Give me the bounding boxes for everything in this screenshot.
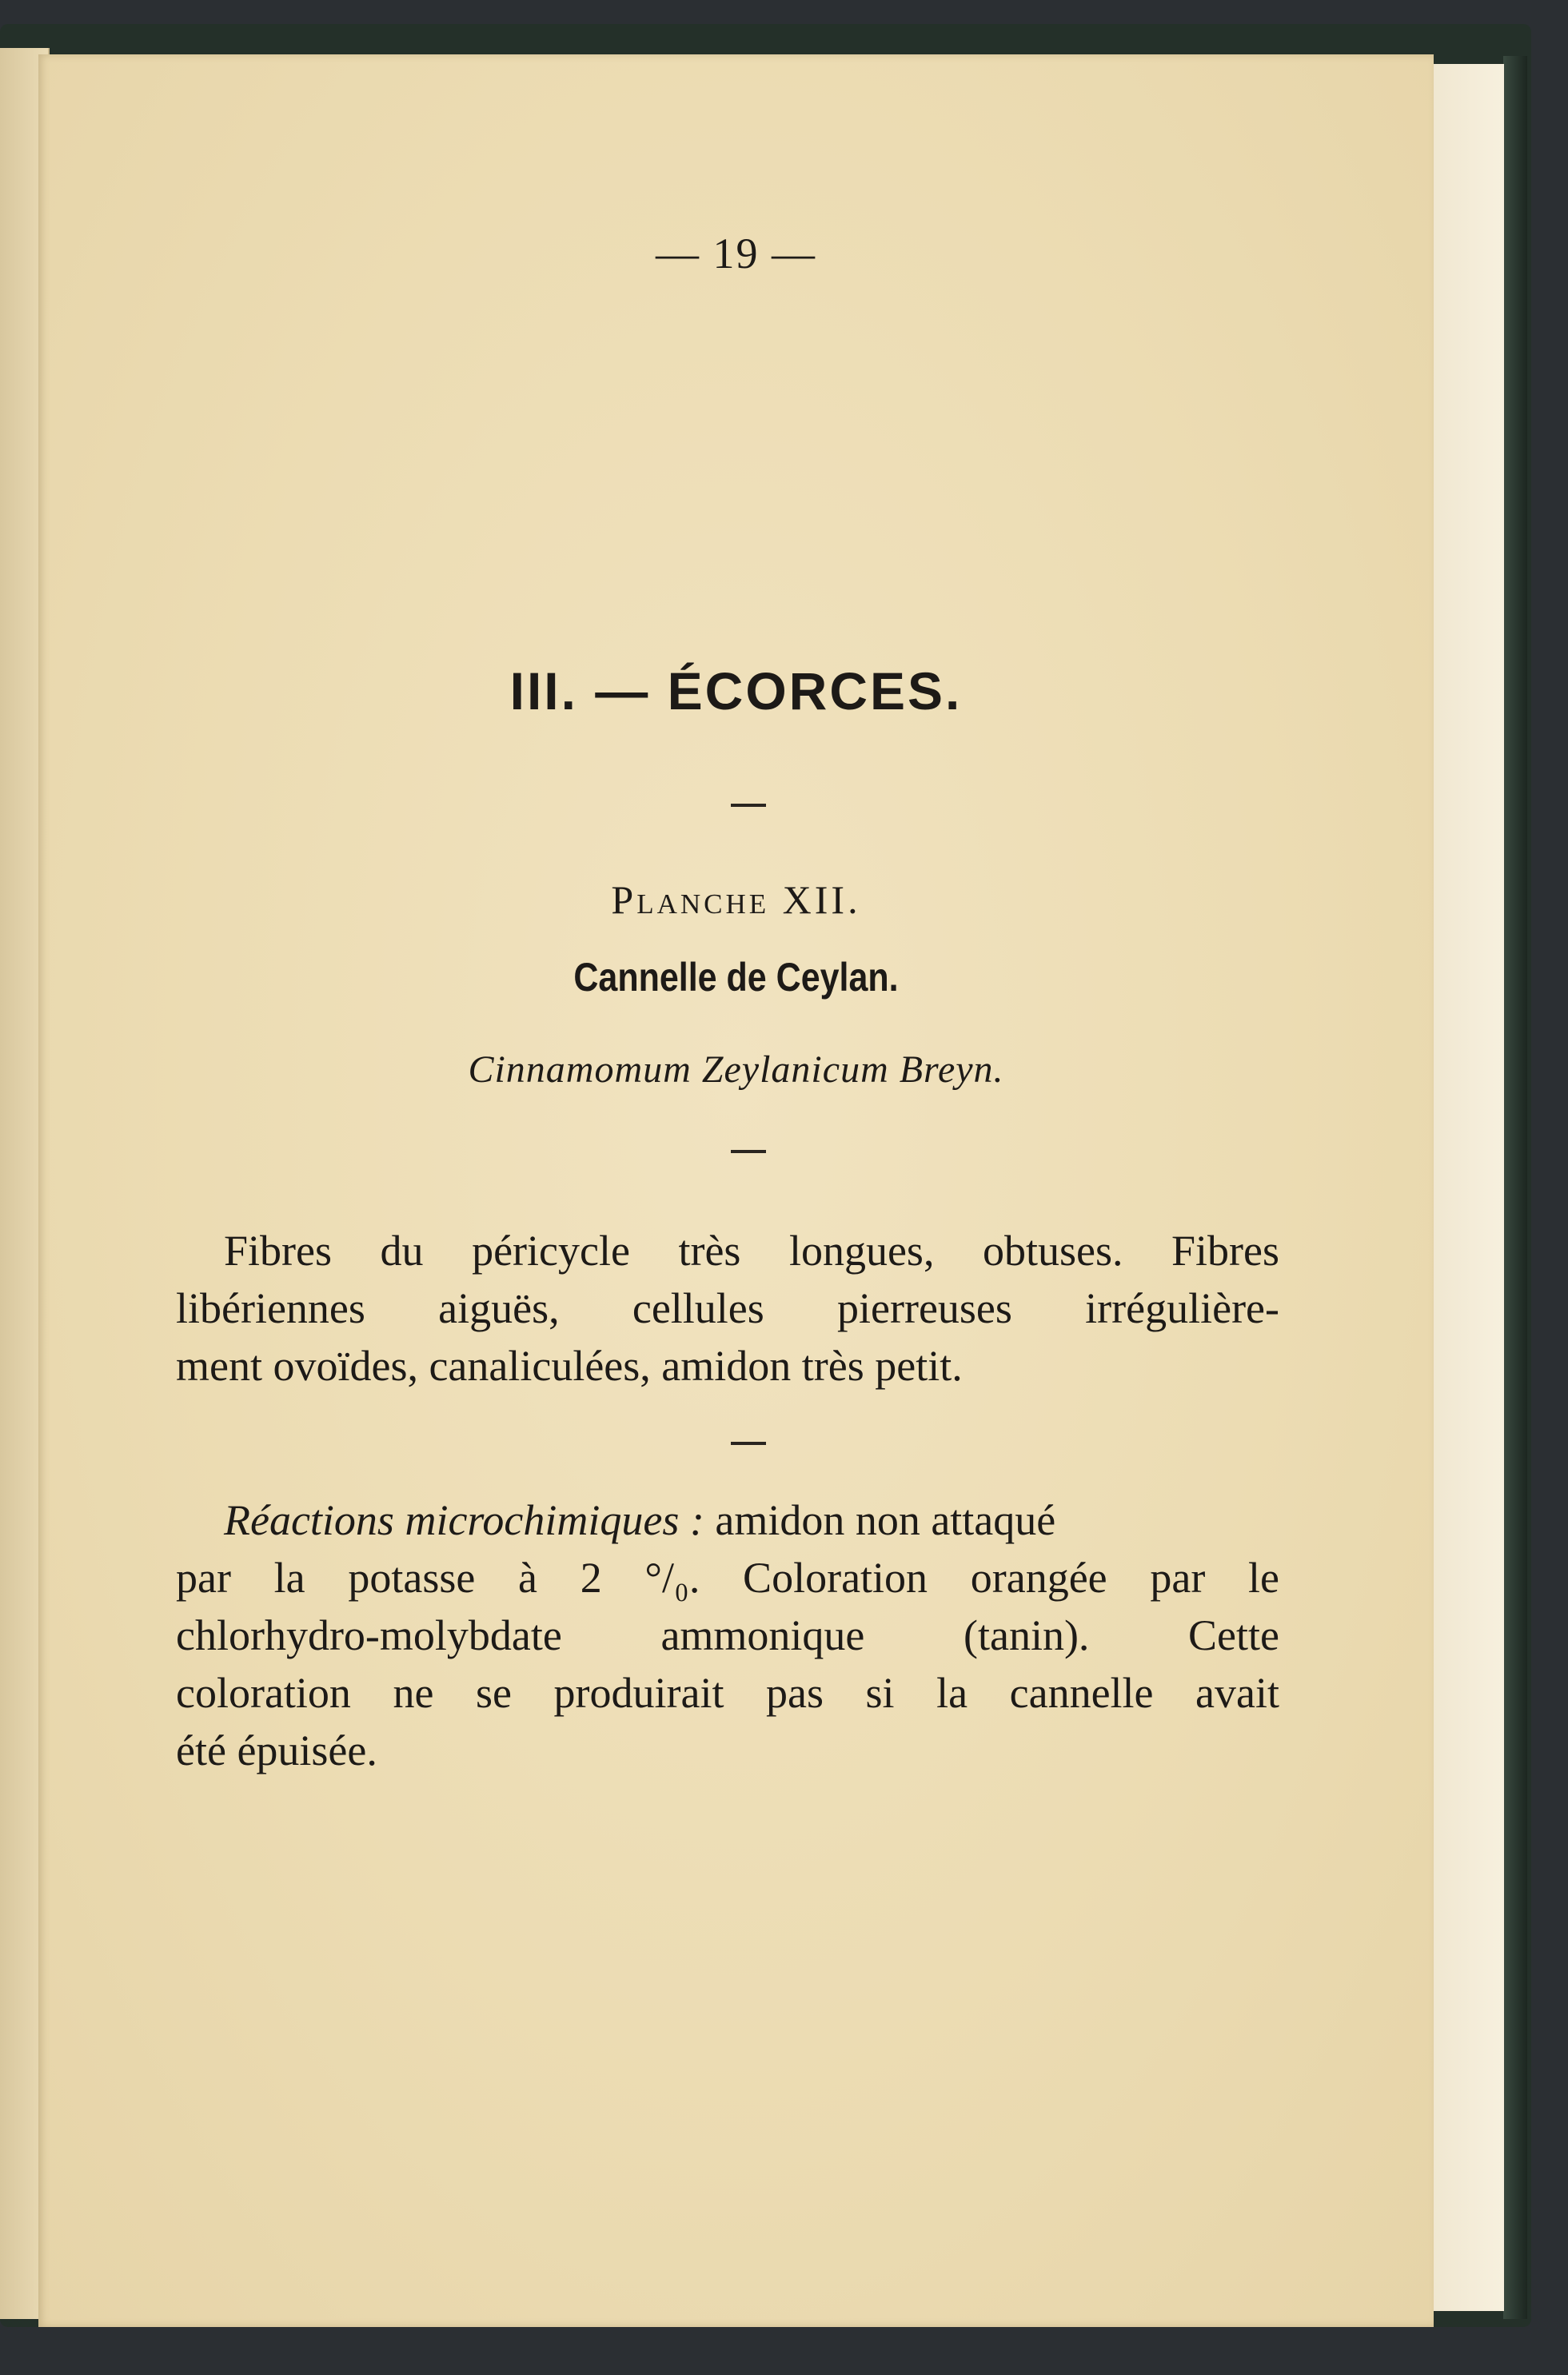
- reactions-label: Réactions microchimiques :: [224, 1496, 704, 1544]
- description-paragraph: [176, 1222, 1279, 1395]
- separator-rule: [731, 1442, 766, 1445]
- latin-name: Cinnamomum Zeylanicum Breyn.: [468, 1048, 1004, 1091]
- page-number: — 19 —: [656, 230, 816, 277]
- reactions-text: amidon non attaqué: [704, 1496, 1056, 1544]
- paragraph-line: libériennes aiguës, cellules pierreuses irrégulière-: [176, 1284, 1279, 1332]
- reactions-paragraph: [176, 1491, 1279, 1779]
- paragraph-line: [176, 1491, 1279, 1549]
- cover-edge: [1503, 56, 1527, 2319]
- book-page: [38, 54, 1434, 2327]
- paragraph-line: coloration ne se produirait pas si la cannelle avait: [176, 1669, 1279, 1717]
- section-title: III. — ÉCORCES.: [509, 661, 963, 720]
- species-name: Cannelle de Ceylan.: [573, 955, 899, 1000]
- separator-rule: [731, 1150, 766, 1153]
- paragraph-line: chlorhydro-molybdate ammonique (tanin). Cette: [176, 1611, 1279, 1659]
- paragraph-line: ment ovoïdes, canaliculées, amidon très petit.: [176, 1342, 963, 1390]
- plate-heading: Planche XII.: [611, 877, 861, 922]
- paragraph-line: par la potasse à 2 °/₀. Coloration orangée par le: [176, 1554, 1279, 1602]
- separator-rule: [731, 804, 766, 807]
- paragraph-line: Fibres du péricycle très longues, obtuses. Fibres: [224, 1227, 1279, 1275]
- paragraph-line: été épuisée.: [176, 1726, 377, 1774]
- right-page-stack: [1423, 64, 1504, 2311]
